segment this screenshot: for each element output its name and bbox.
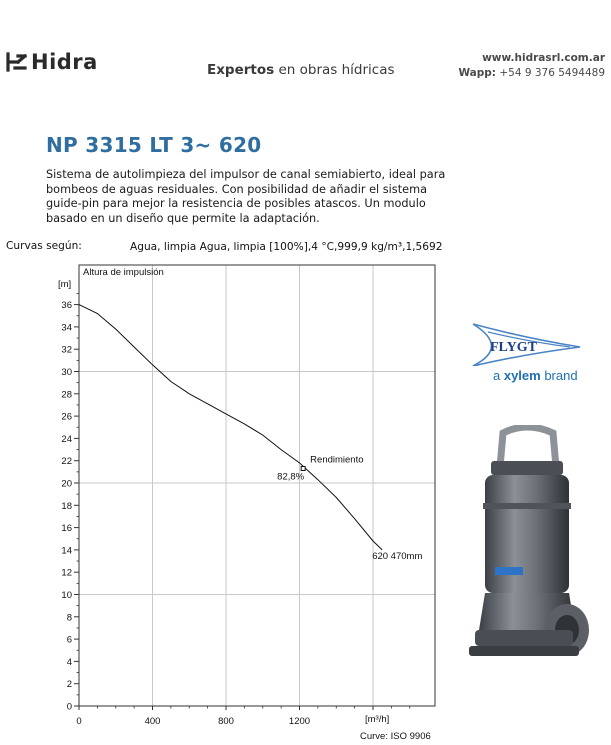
tagline	[207, 62, 395, 78]
plot-frame	[79, 265, 435, 706]
flygt-wordmark: FLYGT	[490, 340, 537, 355]
x-tick-label: 1200	[288, 716, 311, 727]
curve-standard: Curve: ISO 9906	[360, 731, 431, 742]
y-tick-label: 14	[61, 545, 72, 557]
hidra-logo-icon	[6, 52, 28, 72]
x-axis-label: [m³/h]	[365, 714, 390, 725]
flygt-logo-mark	[470, 322, 582, 366]
chart-tick-labels	[61, 300, 310, 727]
y-tick-label: 12	[61, 567, 72, 579]
pump-curve-chart	[0, 255, 450, 745]
wapp-label: Wapp:	[458, 67, 496, 79]
y-tick-label: 6	[66, 634, 72, 646]
y-axis-label: [m]	[58, 279, 72, 290]
product-description: Sistema de autolimpieza del impulsor de canal semiabierto, ideal para bombeos de aguas residuales. Con posibilidad de añadir el sistema guide-pin para mejor la resistencia de posibles atascos. Un modulo basado en un diseño que permite la adaptación.	[46, 168, 446, 225]
series-line-620-470mm	[79, 305, 382, 550]
y-tick-label: 20	[61, 478, 72, 490]
y-tick-label: 16	[61, 523, 72, 535]
fluid-conditions: Agua, limpia Agua, limpia [100%],4 °C,999,9 kg/m³,1,5692	[130, 241, 443, 253]
chart-grid	[79, 265, 435, 706]
y-tick-label: 22	[61, 456, 72, 468]
xylem-name: xylem	[503, 368, 541, 383]
whatsapp-contact	[458, 67, 605, 79]
pump-image	[455, 425, 605, 670]
y-tick-label: 2	[66, 679, 72, 691]
y-tick-label: 18	[61, 500, 72, 512]
efficiency-point-marker	[301, 467, 305, 471]
y-tick-label: 26	[61, 411, 72, 423]
xylem-tagline	[493, 368, 578, 383]
x-tick-label: 400	[144, 716, 161, 727]
product-title: NP 3315 LT 3~ 620	[46, 133, 262, 157]
y-tick-label: 10	[61, 590, 72, 601]
y-tick-label: 36	[61, 300, 72, 312]
xylem-prefix: a	[493, 368, 504, 383]
pump-illustration	[455, 425, 605, 665]
y-tick-label: 34	[61, 322, 72, 334]
y-tick-label: 28	[61, 389, 72, 401]
curves-label: Curvas según:	[6, 240, 82, 252]
x-tick-label: 0	[76, 716, 82, 727]
y-tick-label: 0	[66, 701, 72, 713]
hidra-logo	[6, 50, 98, 74]
flygt-logo	[470, 322, 582, 371]
efficiency-label: Rendimiento	[310, 454, 364, 466]
series-label-620-470mm: 620 470mm	[372, 550, 423, 562]
xylem-suffix: brand	[540, 368, 578, 383]
y-tick-label: 24	[61, 433, 72, 445]
efficiency-value: 82,8%	[277, 471, 305, 483]
y-tick-label: 30	[61, 367, 72, 378]
y-tick-label: 4	[66, 656, 72, 668]
chart-title: Altura de impulsión	[83, 267, 164, 278]
wapp-number[interactable]: +54 9 376 5494489	[496, 67, 605, 79]
tagline-bold: Expertos	[207, 62, 275, 78]
y-tick-label: 8	[66, 612, 72, 624]
y-tick-label: 32	[61, 344, 72, 356]
chart-ticks	[74, 293, 410, 710]
tagline-rest: en obras hídricas	[274, 62, 395, 78]
brand-name: Hidra	[31, 50, 98, 74]
x-tick-label: 800	[218, 716, 234, 727]
website-link[interactable]: www.hidrasrl.com.ar	[482, 52, 605, 64]
